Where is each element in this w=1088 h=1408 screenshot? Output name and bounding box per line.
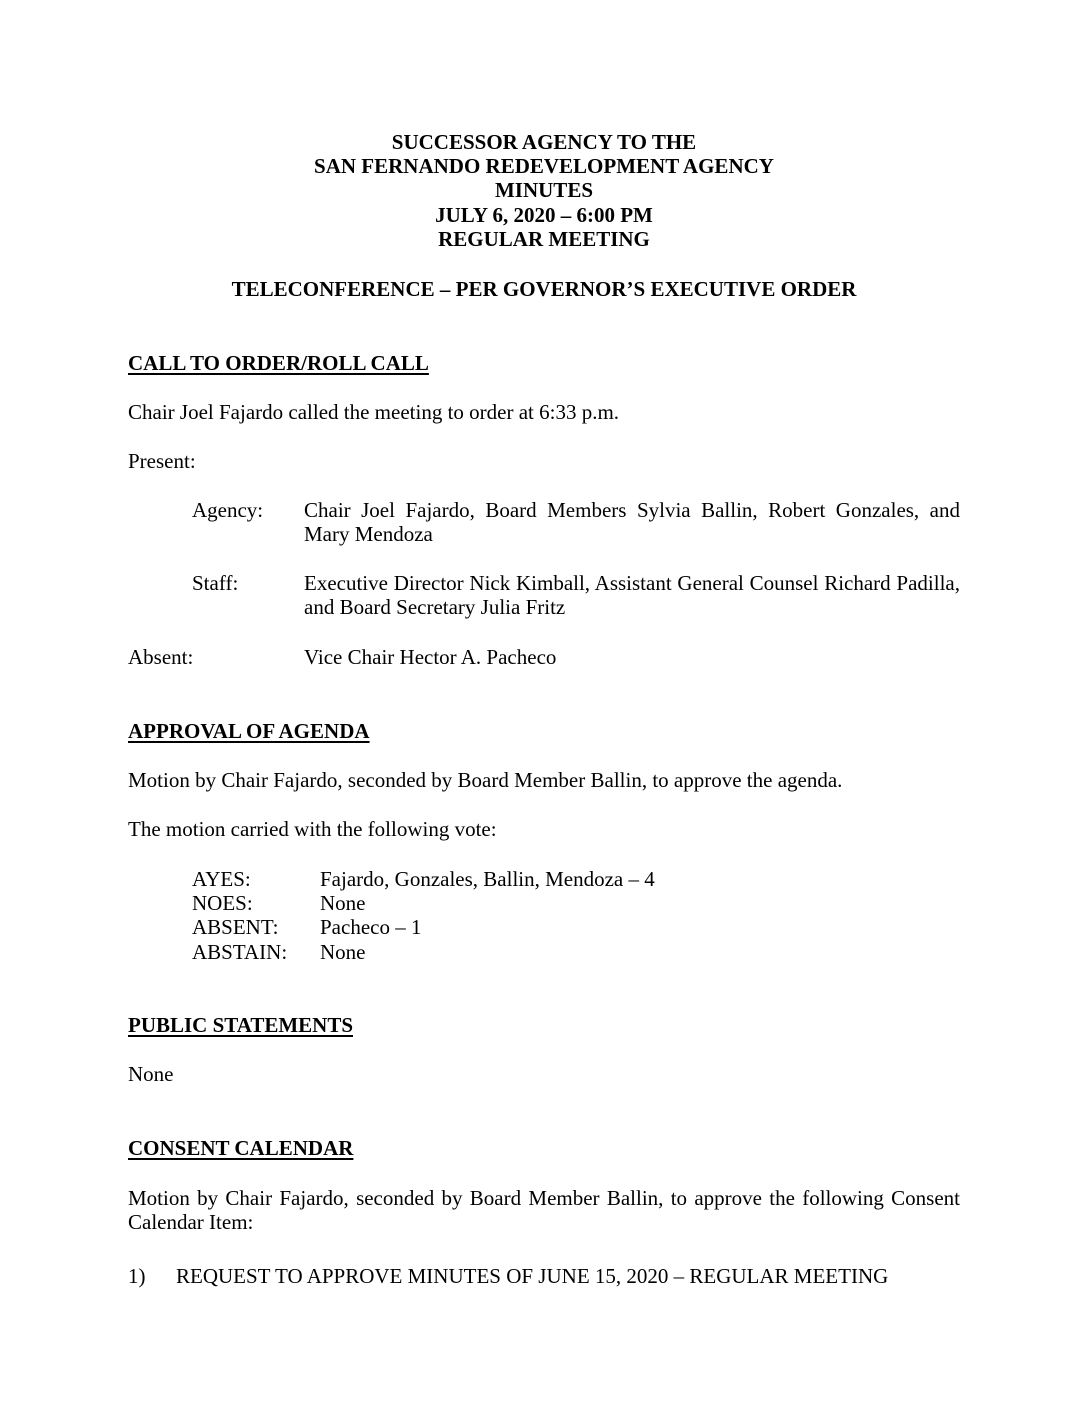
staff-text: Executive Director Nick Kimball, Assistant General Counsel Richard Padilla, and Board Secretary Julia Fritz bbox=[304, 571, 960, 619]
vote-label-abstain: ABSTAIN: bbox=[192, 940, 288, 964]
header-line-5: REGULAR MEETING bbox=[438, 227, 650, 251]
agency-text: Chair Joel Fajardo, Board Members Sylvia Ballin, Robert Gonzales, and Mary Mendoza bbox=[304, 498, 960, 546]
header-line-4: JULY 6, 2020 – 6:00 PM bbox=[435, 203, 653, 227]
approval-heading: APPROVAL OF AGENDA bbox=[128, 719, 370, 743]
header-line-2: SAN FERNANDO REDEVELOPMENT AGENCY bbox=[314, 154, 774, 178]
staff-label: Staff: bbox=[192, 571, 239, 595]
approval-motion: Motion by Chair Fajardo, seconded by Board Member Ballin, to approve the agenda. bbox=[128, 768, 843, 792]
vote-value-ayes: Fajardo, Gonzales, Ballin, Mendoza – 4 bbox=[320, 867, 655, 891]
absent-text: Vice Chair Hector A. Pacheco bbox=[304, 645, 557, 669]
consent-item-number: 1) bbox=[128, 1264, 146, 1288]
public-statements-heading: PUBLIC STATEMENTS bbox=[128, 1013, 354, 1037]
public-statements-text: None bbox=[128, 1062, 174, 1086]
vote-intro: The motion carried with the following vote: bbox=[128, 817, 497, 841]
call-to-order-text: Chair Joel Fajardo called the meeting to order at 6:33 p.m. bbox=[128, 400, 620, 424]
consent-motion: Motion by Chair Fajardo, seconded by Board Member Ballin, to approve the following Consent Calendar Item: bbox=[128, 1186, 960, 1234]
present-label: Present: bbox=[128, 449, 196, 473]
header-line-3: MINUTES bbox=[494, 178, 594, 202]
consent-calendar-heading: CONSENT CALENDAR bbox=[128, 1136, 354, 1160]
vote-label-noes: NOES: bbox=[192, 891, 253, 915]
agency-label: Agency: bbox=[192, 498, 264, 522]
absent-label: Absent: bbox=[128, 645, 194, 669]
vote-value-noes: None bbox=[320, 891, 366, 915]
consent-item-text: REQUEST TO APPROVE MINUTES OF JUNE 15, 2020 – REGULAR MEETING bbox=[176, 1264, 889, 1288]
vote-label-absent: ABSENT: bbox=[192, 915, 279, 939]
vote-value-absent: Pacheco – 1 bbox=[320, 915, 422, 939]
vote-value-abstain: None bbox=[320, 940, 366, 964]
header-line-6: TELECONFERENCE – PER GOVERNOR’S EXECUTIVE ORDER bbox=[231, 277, 857, 301]
vote-label-ayes: AYES: bbox=[192, 867, 251, 891]
call-to-order-heading: CALL TO ORDER/ROLL CALL bbox=[128, 351, 429, 375]
header-line-1: SUCCESSOR AGENCY TO THE bbox=[391, 130, 697, 154]
